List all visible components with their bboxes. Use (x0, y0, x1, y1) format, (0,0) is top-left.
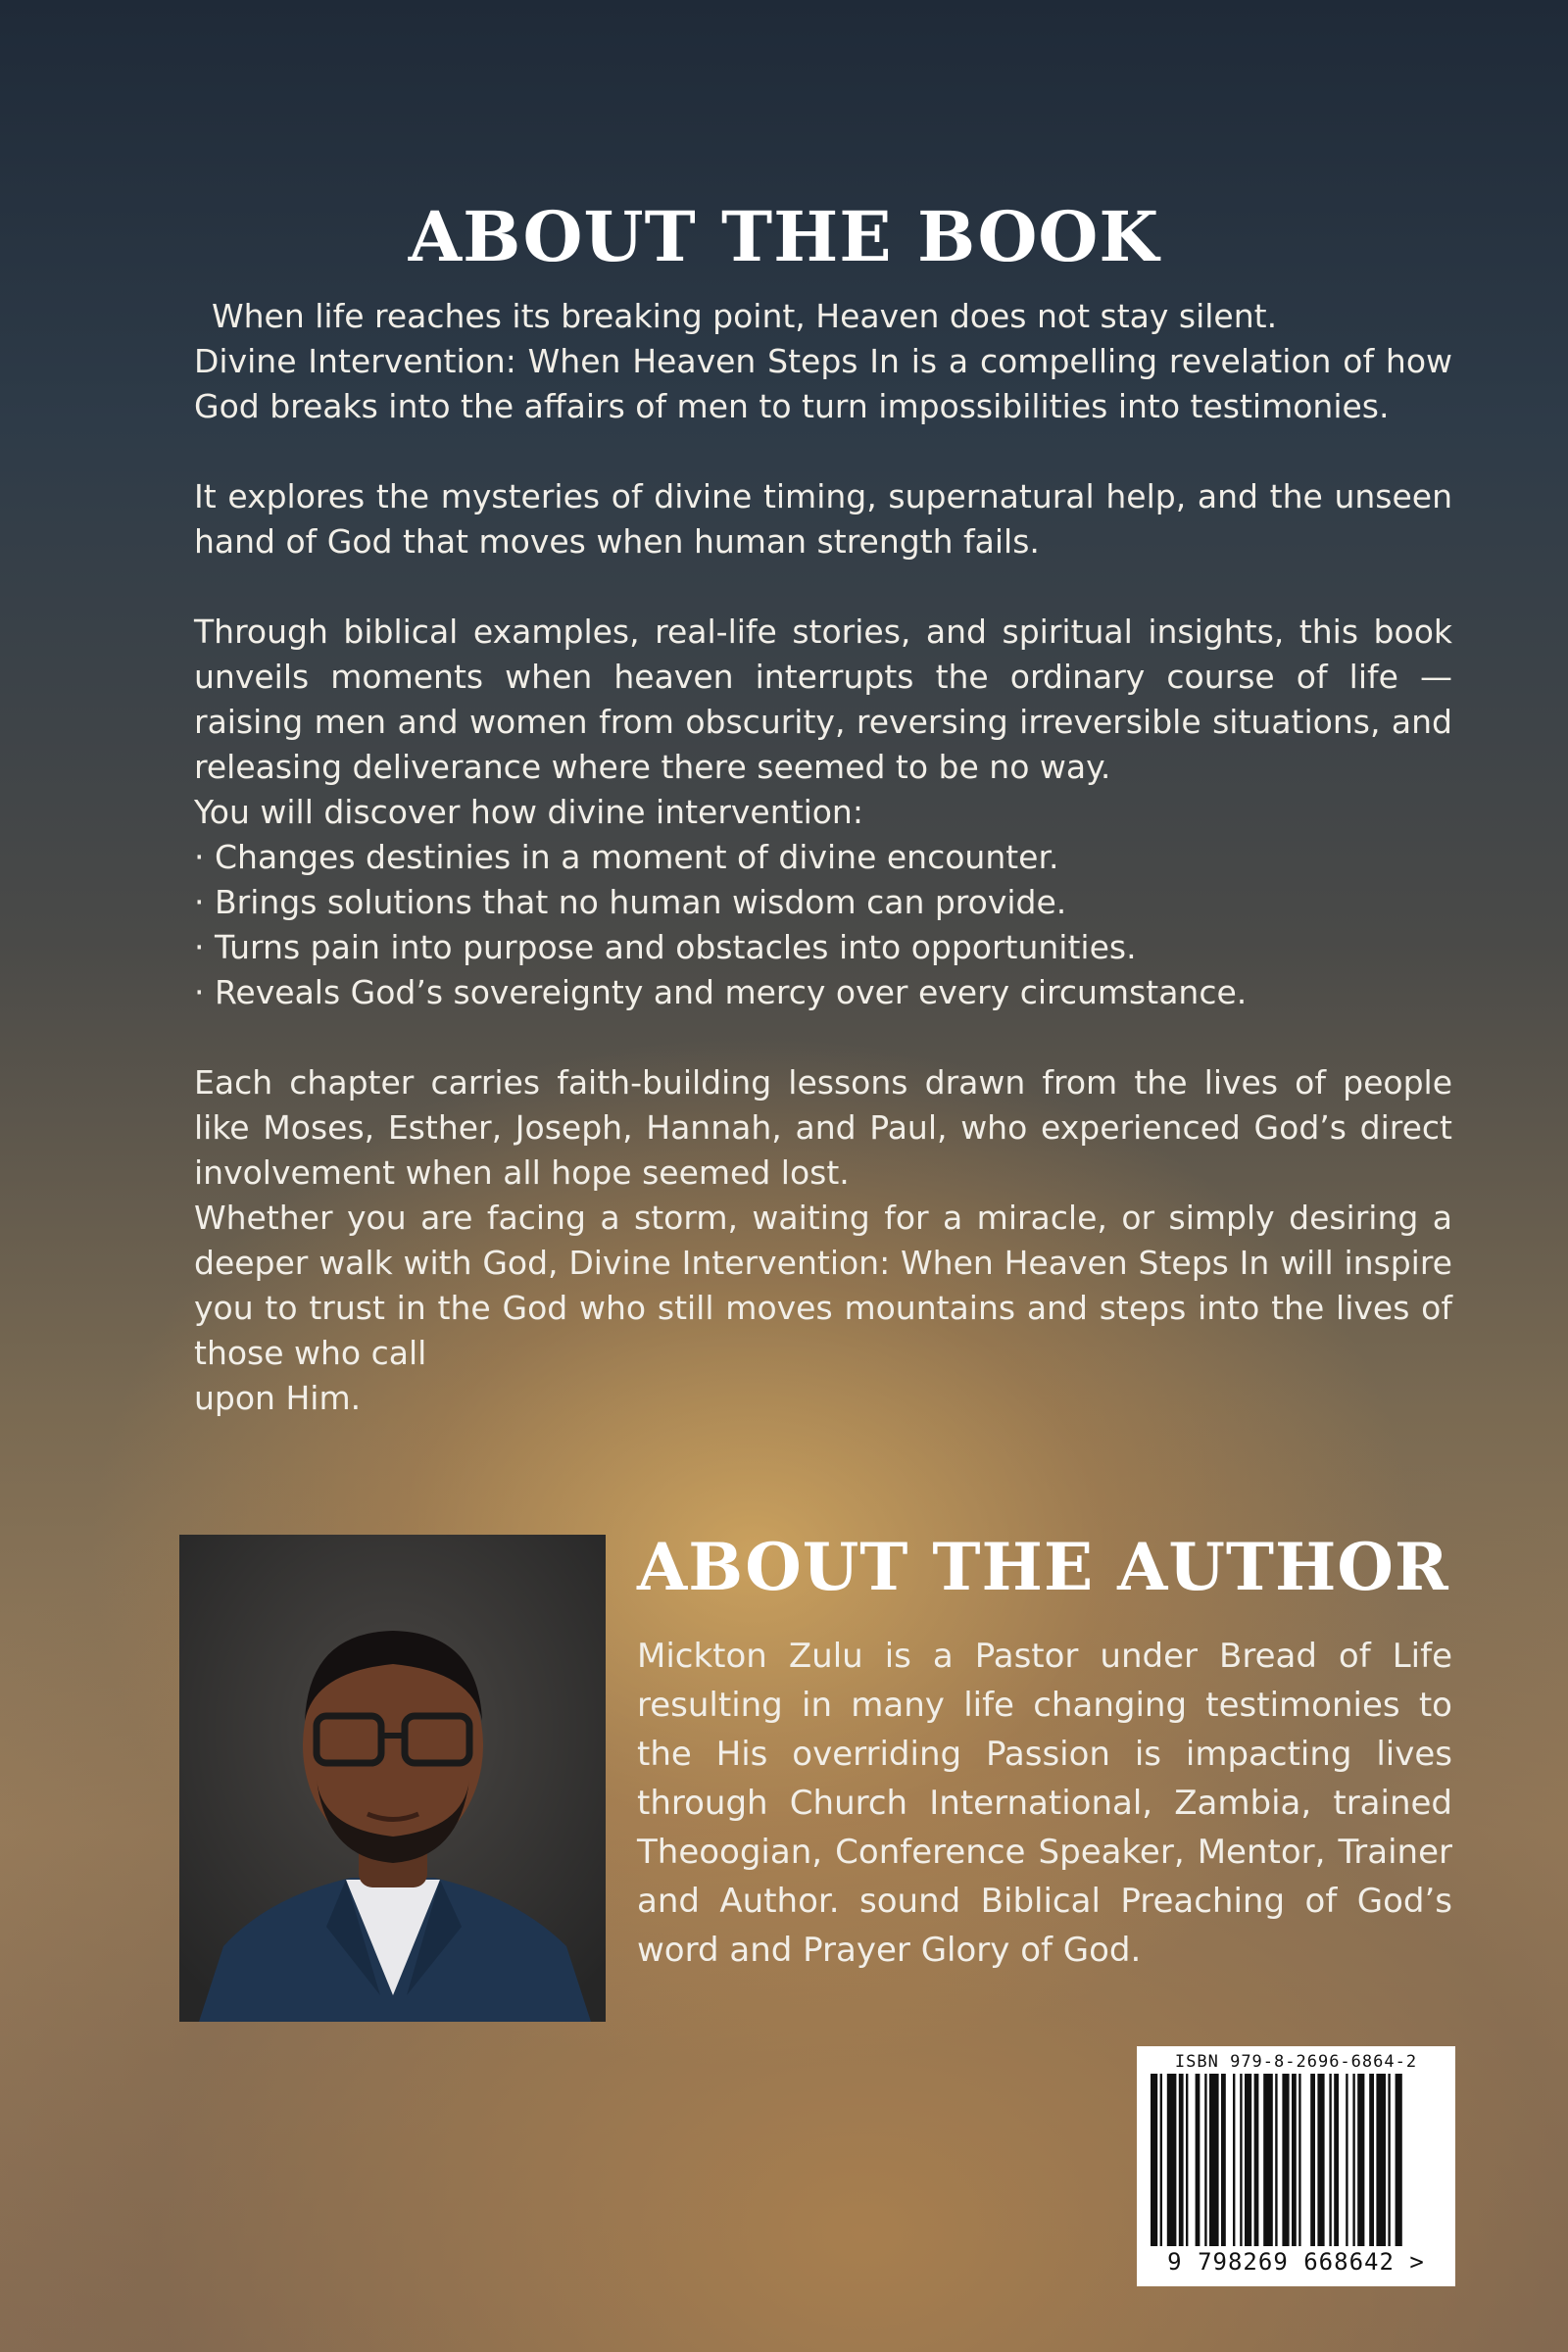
book-bullet-list (194, 835, 1452, 1015)
barcode-bar (1275, 2074, 1277, 2246)
bullet-item: · Turns pain into purpose and obstacles into opportunities. (194, 925, 1452, 970)
barcode-bar (1310, 2074, 1315, 2246)
barcode-bar (1317, 2074, 1324, 2246)
barcode-bar (1352, 2074, 1354, 2246)
barcode-bar (1334, 2074, 1339, 2246)
barcode-bar (1263, 2074, 1273, 2246)
barcode-bar (1196, 2074, 1200, 2246)
bullet-item: · Reveals God’s sovereignty and mercy over every circumstance. (194, 970, 1452, 1015)
barcode-bar (1204, 2074, 1206, 2246)
author-photo (179, 1535, 606, 2022)
barcode-digits: 9 798269 668642 > (1167, 2248, 1425, 2276)
book-paragraph-1: Divine Intervention: When Heaven Steps In is a compelling revelation of how God breaks into the affairs of men to turn impossibilities into testimonies. (194, 342, 1452, 425)
book-paragraph-4: Each chapter carries faith-building lessons drawn from the lives of people like Moses, Esther, Joseph, Hannah, and Paul, who experienced God’s direct involvement when all hope seemed lost. (194, 1063, 1452, 1192)
isbn-barcode (1137, 2046, 1455, 2286)
barcode-bar (1221, 2074, 1226, 2246)
barcode-bar (1240, 2074, 1242, 2246)
barcode-bar (1254, 2074, 1259, 2246)
book-paragraph-2: It explores the mysteries of divine timing, supernatural help, and the unseen hand of God that moves when human strength fails. (194, 477, 1452, 561)
barcode-bar (1396, 2074, 1402, 2246)
barcode-bar (1186, 2074, 1188, 2246)
book-paragraph-5-end: upon Him. (194, 1379, 362, 1417)
barcode-bar (1179, 2074, 1184, 2246)
barcode-bar (1369, 2074, 1374, 2246)
barcode-bar (1292, 2074, 1297, 2246)
book-opening-line: When life reaches its breaking point, Heaven does not stay silent. (212, 297, 1278, 335)
about-author-heading: ABOUT THE AUTHOR (637, 1529, 1449, 1605)
about-author-body: Mickton Zulu is a Pastor under Bread of Life resulting in many life changing testimonies to the His overriding Passion is impacting lives through Church International, Zambia, trained Theoogian, Conference Speaker, Mentor, Trainer and Author. sound Biblical Preaching of God’s word and Prayer Glory of God. (637, 1637, 1452, 1970)
book-list-intro: You will discover how divine intervention: (194, 793, 863, 831)
bullet-item: · Changes destinies in a moment of divine encounter. (194, 835, 1452, 880)
author-portrait-illustration (179, 1535, 606, 2022)
barcode-bars (1151, 2074, 1442, 2246)
barcode-bar (1298, 2074, 1300, 2246)
barcode-bar (1167, 2074, 1177, 2246)
book-paragraph-5: Whether you are facing a storm, waiting for a miracle, or simply desiring a deeper walk with God, Divine Intervention: When Heaven Steps In will inspire you to trust in the God who still moves mountains and steps into the lives of those who call (194, 1199, 1452, 1372)
barcode-bar (1233, 2074, 1235, 2246)
bullet-item: · Brings solutions that no human wisdom can provide. (194, 880, 1452, 925)
barcode-bar (1209, 2074, 1219, 2246)
book-paragraph-3: Through biblical examples, real-life stories, and spiritual insights, this book unveils moments when heaven interrupts the ordinary course of life — raising men and women from obscurity, reversing irreversible situations, and releasing deliverance where there seemed to be no way. (194, 612, 1452, 786)
barcode-bar (1346, 2074, 1348, 2246)
barcode-bar (1160, 2074, 1162, 2246)
barcode-bar (1388, 2074, 1390, 2246)
barcode-bar (1282, 2074, 1289, 2246)
about-book-heading: ABOUT THE BOOK (408, 196, 1160, 277)
isbn-label: ISBN 979-8-2696-6864-2 (1174, 2052, 1418, 2072)
barcode-bar (1151, 2074, 1157, 2246)
barcode-bar (1245, 2074, 1251, 2246)
barcode-bar (1376, 2074, 1386, 2246)
barcode-bar (1357, 2074, 1364, 2246)
about-book-body (194, 294, 1452, 1421)
barcode-bar (1329, 2074, 1331, 2246)
